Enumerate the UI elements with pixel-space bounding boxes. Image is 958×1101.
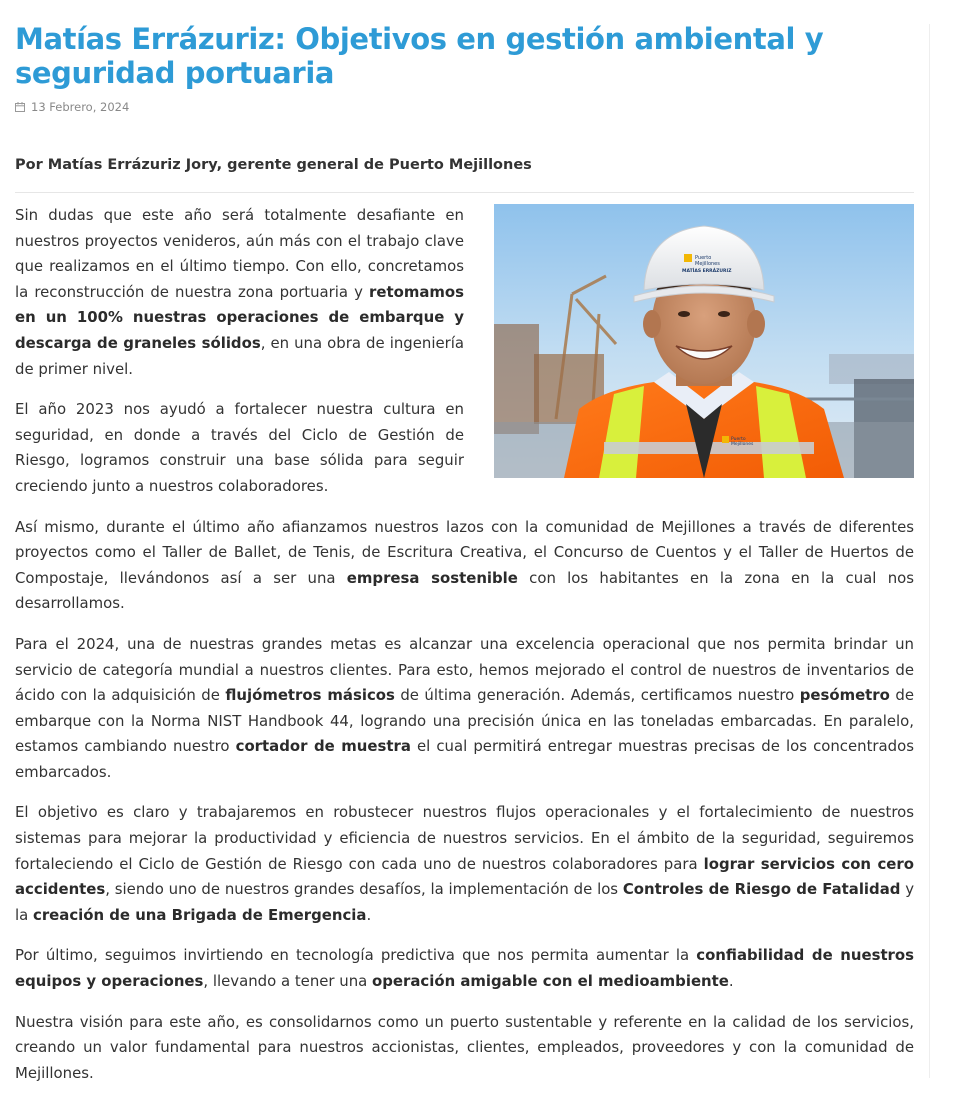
bold-text: empresa sostenible <box>346 568 518 587</box>
svg-text:Puerto: Puerto <box>731 437 746 442</box>
byline: Por Matías Errázuriz Jory, gerente general de Puerto Mejillones <box>15 157 532 173</box>
text-run: Así mismo, durante el último año afianzamos nuestros lazos con la comunidad de Mejillones a través de diferentes proyectos como el Taller de Ballet, de Tenis, de Escritura Creativa, el Concurso de Cuentos y el Taller de Huertos de Compostaje, llevándonos así a ser una <box>15 517 914 587</box>
article-title: Matías Errázuriz: Objetivos en gestión ambiental y seguridad portuaria <box>15 22 824 90</box>
sidebar-divider <box>929 24 930 1078</box>
bold-text: operación amigable con el medioambiente <box>372 972 729 991</box>
article-body <box>15 203 914 1086</box>
text-run: Sin dudas que este año será totalmente desafiante en nuestros proyectos venideros, aún más con el trabajo clave que realizamos en el último tiempo. Con ello, concretamos la reconstrucción de nuestra zona portuaria y <box>15 206 464 301</box>
featured-image[interactable] <box>494 204 914 478</box>
post-date-text[interactable]: 13 Febrero, 2024 <box>31 100 130 114</box>
text-run: , siendo uno de nuestros grandes desafíos, la implementación de los <box>105 880 623 899</box>
bold-text: creación de una Brigada de Emergencia <box>33 905 367 924</box>
helmet-logo-text: Puerto <box>695 255 712 261</box>
text-run: . <box>728 972 734 991</box>
bold-text: lograr servicios con cero accidentes <box>15 854 914 899</box>
calendar-icon <box>15 102 25 112</box>
portrait-photo <box>494 204 914 478</box>
text-run: de última generación. Además, certificamos nuestro <box>394 686 800 705</box>
bold-text: confiabilidad de nuestros equipos y operaciones <box>15 946 914 991</box>
text-run: y la <box>15 880 915 924</box>
text-run: . <box>366 905 372 924</box>
article <box>15 22 914 1101</box>
bold-text: flujómetros másicos <box>225 686 395 705</box>
text-run: , llevando a tener una <box>203 972 373 991</box>
article-paragraph <box>15 1010 914 1087</box>
bold-text: cortador de muestra <box>235 737 411 756</box>
text-run: Por último, seguimos invirtiendo en tecnología predictiva que nos permita aumentar la <box>15 946 697 965</box>
helmet-name-text: MATÍAS ERRÁZURIZ <box>682 269 732 274</box>
article-paragraph <box>15 800 914 928</box>
svg-text:Mejillones: Mejillones <box>731 442 754 447</box>
article-paragraph <box>15 632 914 786</box>
text-run: , en una obra de ingeniería de primer nivel. <box>15 333 464 378</box>
text-run: El objetivo es claro y trabajaremos en robustecer nuestros flujos operacionales y el fortalecimiento de nuestros sistemas para mejorar la productividad y eficiencia de nuestros servicios. En el ámbito de la seguridad, seguiremos fortaleciendo el Ciclo de Gestión de Riesgo con cada uno de nuestros colaboradores para <box>15 803 914 873</box>
text-run: El año 2023 nos ayudó a fortalecer nuestra cultura en seguridad, en donde a través del Ciclo de Gestión de Riesgo, logramos construir una base sólida para seguir creciendo junto a nuestros colaboradores. <box>15 400 464 495</box>
text-run: con los habitantes en la zona en la cual nos desarrollamos. <box>15 568 914 613</box>
article-paragraph <box>15 943 914 994</box>
text-run: Nuestra visión para este año, es consolidarnos como un puerto sustentable y referente en la calidad de los servicios, creando un valor fundamental para nuestros accionistas, clientes, empleados, proveedores y con la comunidad de Mejillones. <box>15 1012 914 1082</box>
bold-text: Controles de Riesgo de Fatalidad <box>622 880 901 899</box>
bold-text: retomamos en un 100% nuestras operaciones de embarque y descarga de graneles sólidos <box>15 282 464 352</box>
text-run: Para el 2024, una de nuestras grandes metas es alcanzar una excelencia operacional que nos permita brindar un servicio de categoría mundial a nuestros clientes. Para esto, hemos mejorado el control de nuestros de inventarios de ácido con la adquisición de <box>15 634 914 705</box>
bold-text: pesómetro <box>799 686 890 705</box>
text-run: de embarque con la Norma NIST Handbook 44, logrando una precisión única en las toneladas embarcadas. En paralelo, estamos cambiando nuestro <box>15 686 914 756</box>
article-paragraph <box>15 515 914 617</box>
post-date <box>15 100 914 114</box>
divider <box>15 192 914 193</box>
text-run: el cual permitirá entregar muestras precisas de los concentrados embarcados. <box>15 737 914 781</box>
svg-text:Mejillones: Mejillones <box>695 261 720 267</box>
